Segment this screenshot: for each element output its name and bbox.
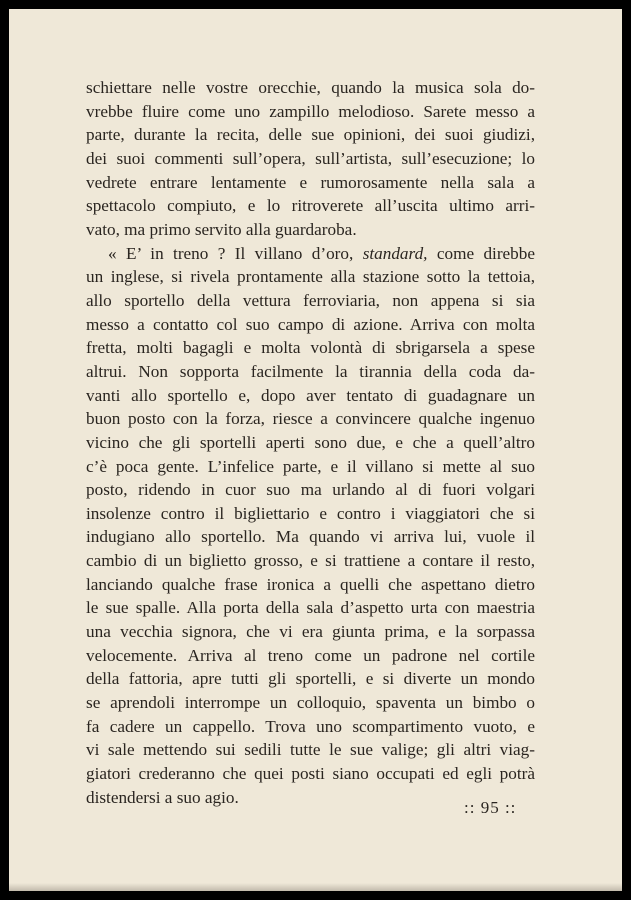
text-line: lanciando qualche frase ironica a quelli che aspettano dietro	[86, 574, 535, 594]
text-line: vrebbe fluire come uno zampillo melodioso. Sarete messo a	[86, 101, 535, 121]
text-line: posto, ridendo in cuor suo ma urlando al di fuori volgari	[86, 480, 535, 500]
text-fragment: « E’ in treno ? Il villano d’oro,	[108, 243, 363, 263]
body-text	[86, 76, 535, 809]
text-line: fa cadere un cappello. Trova uno scompartimento vuoto, e	[86, 716, 535, 736]
text-line: schiettare nelle vostre orecchie, quando la musica sola do-	[86, 78, 535, 97]
text-line: buon posto con la forza, riesce a convincere qualche ingenuo	[86, 409, 535, 429]
italic-term: standard,	[362, 243, 428, 263]
text-line-first	[86, 242, 535, 266]
text-line: le sue spalle. Alla porta della sala d’aspetto urta con maestria	[86, 598, 535, 618]
text-line: una vecchia signora, che vi era giunta prima, e la sorpassa	[86, 622, 535, 642]
text-line: vato, ma primo servito alla guardaroba.	[86, 219, 357, 239]
text-line: velocemente. Arriva al treno come un padrone nel cortile	[86, 645, 535, 665]
text-line: altrui. Non sopporta facilmente la tirannia della coda da-	[86, 361, 535, 381]
page-number: :: 95 ::	[464, 798, 517, 817]
text-line: distendersi a suo agio.	[86, 787, 239, 807]
text-line: vi sale mettendo sui sedili tutte le sue valige; gli altri viag-	[86, 740, 535, 760]
text-line: vicino che gli sportelli aperti sono due, e che a quell’altro	[86, 432, 535, 452]
text-line: della fattoria, apre tutti gli sportelli, e si diverte un mondo	[86, 669, 535, 689]
text-line: indugiano allo sportello. Ma quando vi arriva lui, vuole il	[86, 527, 535, 547]
text-line: dei suoi commenti sull’opera, sull’artista, sull’esecuzione; lo	[86, 148, 535, 168]
text-line: vanti allo sportello e, dopo aver tentato di guadagnare un	[86, 385, 535, 405]
text-line: c’è poca gente. L’infelice parte, e il villano si mette al suo	[86, 456, 535, 476]
text-line: un inglese, si rivela prontamente alla stazione sotto la tettoia,	[86, 267, 535, 287]
paragraph-1	[86, 76, 535, 242]
text-fragment: come direbbe	[427, 243, 535, 263]
page-edge-shadow	[9, 883, 622, 891]
text-line: cambio di un biglietto grosso, e si trattiene a contare il resto,	[86, 551, 535, 571]
text-line: parte, durante la recita, delle sue opinioni, dei suoi giudizi,	[86, 125, 535, 145]
text-line: giatori crederanno che quei posti siano occupati ed egli potrà	[86, 764, 535, 784]
text-line: fretta, molti bagagli e molta volontà di sbrigarsela a spese	[86, 338, 535, 358]
text-line: vedrete entrare lentamente e rumorosamente nella sala a	[86, 172, 535, 192]
text-line: se aprendoli interrompe un colloquio, spaventa un bimbo o	[86, 693, 535, 713]
book-page	[9, 9, 622, 891]
text-line: spettacolo compiuto, e lo ritroverete all’uscita ultimo arri-	[86, 196, 535, 216]
paragraph-2	[86, 242, 535, 810]
text-line: messo a contatto col suo campo di azione. Arriva con molta	[86, 314, 535, 334]
text-line: insolenze contro il bigliettario e contro i viaggiatori che si	[86, 503, 535, 523]
text-line: allo sportello della vettura ferroviaria, non appena si sia	[86, 290, 535, 310]
